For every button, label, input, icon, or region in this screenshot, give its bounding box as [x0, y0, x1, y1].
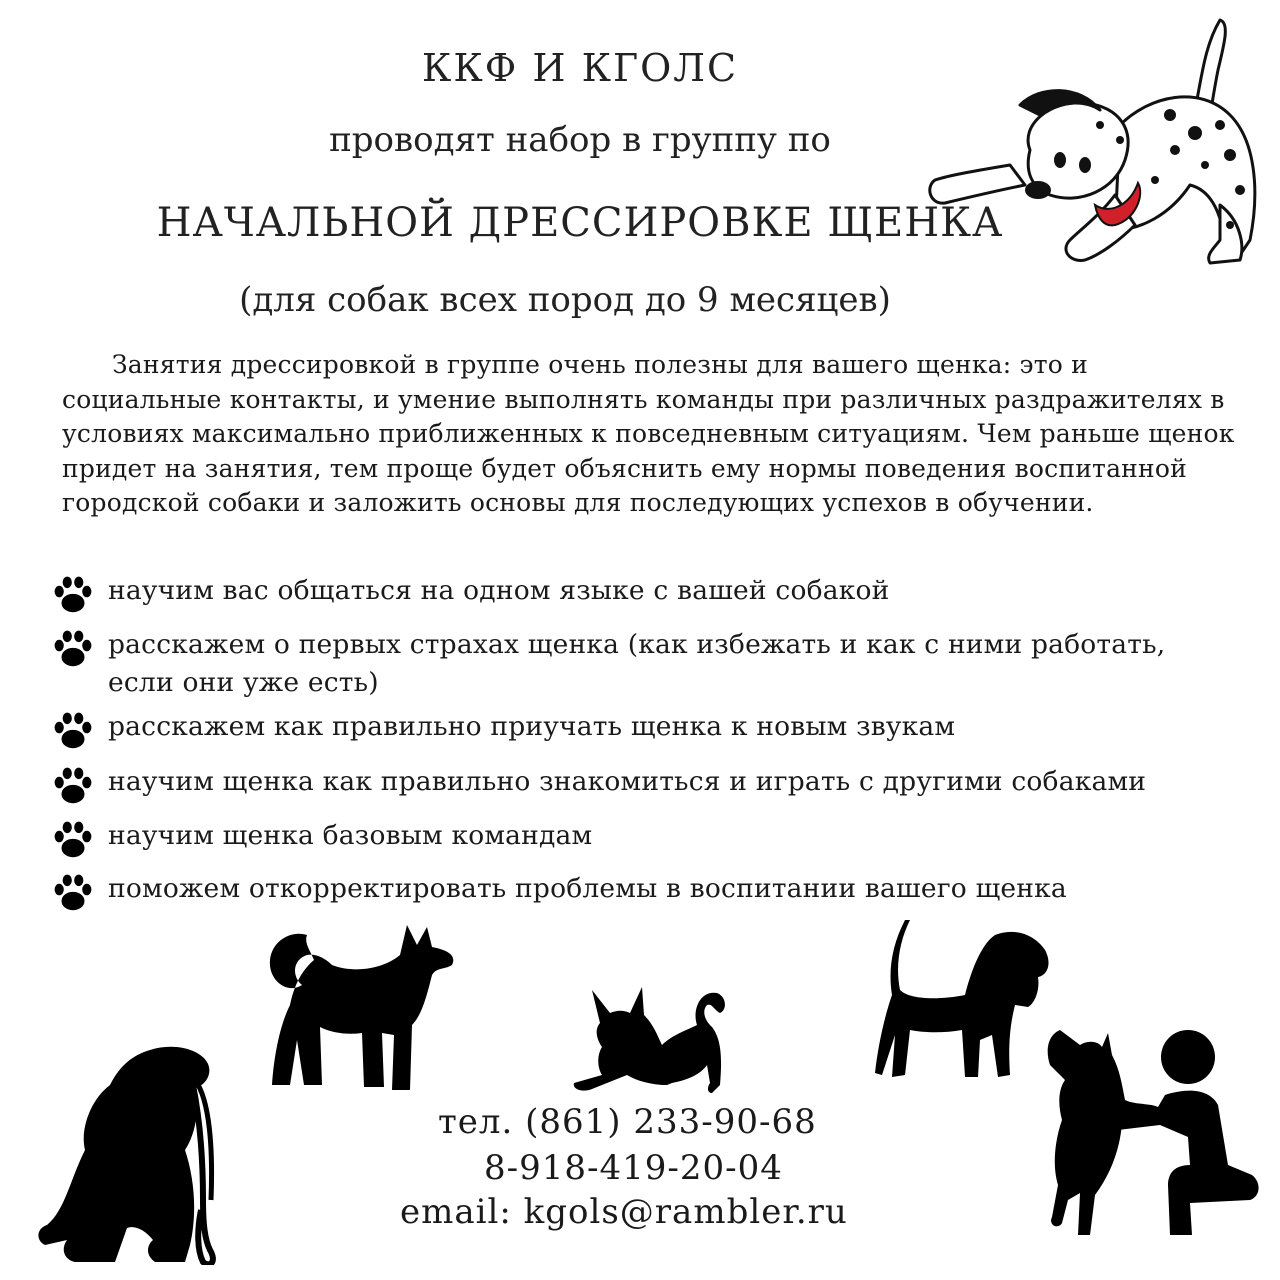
list-item	[50, 763, 1146, 809]
organizations-title: ККФ И КГОЛС	[421, 46, 739, 90]
intro-paragraph: Занятия дрессировкой в группе очень полезны для вашего щенка: это и социальные контакты, и умение выполнять команды при различных раздражителях в условиях максимально приближенных к повседневным ситуациям. Чем раньше щенок придет на занятия, тем проще будет объяснить ему нормы поведения воспитанной городской собаки и заложить основы для последующих успехов в обучении.	[62, 350, 1235, 517]
paw-icon	[50, 626, 96, 672]
paw-icon	[50, 708, 96, 754]
trainer-with-dog-silhouette-icon	[1040, 1025, 1265, 1240]
course-title: НАЧАЛЬНОЙ ДРЕССИРОВКЕ ЩЕНКА	[156, 200, 1004, 246]
list-item	[50, 572, 890, 618]
mobile-phone[interactable]: 8-918-419-20-04	[484, 1148, 783, 1188]
email-line[interactable]: email: kgols@rambler.ru	[400, 1192, 848, 1232]
audience-note: (для собак всех пород до 9 месяцев)	[239, 280, 891, 320]
bullet-text: расскажем о первых страхах щенка (как избежать и как с ними работать, если они уже есть)	[108, 629, 1166, 698]
paw-icon	[50, 870, 96, 916]
paw-icon	[50, 763, 96, 809]
list-item	[50, 708, 955, 754]
sitting-puppy-silhouette-icon	[35, 1040, 235, 1265]
paw-icon	[50, 817, 96, 863]
bullet-text: поможем откорректировать проблемы в воспитании вашего щенка	[108, 873, 1067, 904]
chihuahua-silhouette-icon	[572, 985, 732, 1095]
phone-line[interactable]: тел. (861) 233-90-68	[438, 1102, 817, 1142]
terrier-silhouette-icon	[870, 915, 1055, 1085]
subtitle: проводят набор в группу по	[329, 120, 831, 160]
list-item	[50, 817, 592, 863]
paw-icon	[50, 572, 96, 618]
bullet-text: научим щенка базовым командам	[108, 820, 593, 851]
list-item	[50, 626, 1188, 702]
list-item	[50, 870, 1067, 916]
dalmatian-puppy-icon	[920, 15, 1270, 270]
bullet-text: расскажем как правильно приучать щенка к новым звукам	[108, 711, 956, 742]
bullet-text: научим вас общаться на одном языке с вашей собакой	[108, 575, 890, 606]
standing-dog-silhouette-icon	[262, 915, 457, 1095]
bullet-text: научим щенка как правильно знакомиться и играть с другими собаками	[108, 766, 1147, 797]
